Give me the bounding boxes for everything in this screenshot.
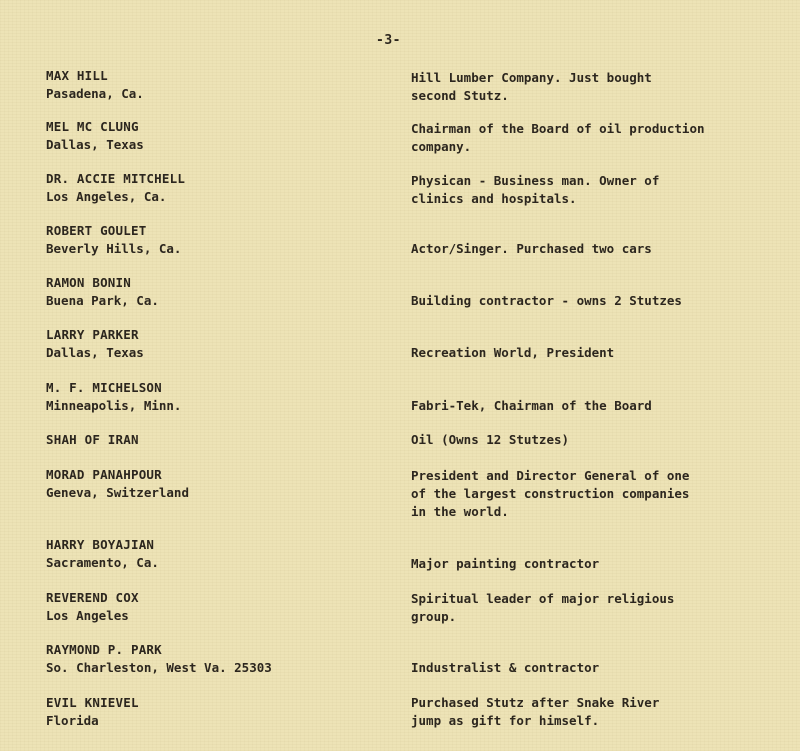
person-block [46,274,386,310]
description-line: Physican - Business man. Owner of [411,173,660,188]
person-name: SHAH OF IRAN [46,432,139,447]
description-block [411,222,783,258]
description-line: Fabri-Tek, Chairman of the Board [411,398,652,413]
person-name: RAMON BONIN [46,275,131,290]
description-block [411,379,783,415]
description-line [411,222,783,240]
description-line: Actor/Singer. Purchased two cars [411,241,652,256]
description-line: Hill Lumber Company. Just bought [411,70,652,85]
description-line: Purchased Stutz after Snake River [411,695,660,710]
person-location: So. Charleston, West Va. 25303 [46,660,272,675]
description-line: Industralist & contractor [411,660,600,675]
description-block [411,694,783,730]
person-name: MORAD PANAHPOUR [46,467,162,482]
description-block [411,69,783,105]
person-location: Geneva, Switzerland [46,485,189,500]
description-line: Chairman of the Board of oil production [411,121,705,136]
person-block [46,222,386,258]
person-name: MEL MC CLUNG [46,119,139,134]
description-block [411,641,783,677]
description-line [411,537,783,555]
person-name: LARRY PARKER [46,327,139,342]
description-block [411,590,783,626]
description-line [411,641,783,659]
description-line: in the world. [411,504,509,519]
description-line: second Stutz. [411,88,509,103]
person-block [46,170,386,206]
description-line: Major painting contractor [411,556,600,571]
description-line: President and Director General of one [411,468,690,483]
person-location: Beverly Hills, Ca. [46,241,182,256]
person-name: M. F. MICHELSON [46,380,162,395]
person-block [46,536,386,572]
description-line: Oil (Owns 12 Stutzes) [411,432,570,447]
page-number: -3- [376,33,401,48]
person-block [46,694,386,730]
person-location: Florida [46,713,99,728]
description-line: company. [411,139,472,154]
person-block [46,466,386,502]
description-line: group. [411,609,457,624]
person-location [46,449,386,467]
person-block [46,589,386,625]
person-location: Pasadena, Ca. [46,86,144,101]
person-block [46,67,386,103]
person-block [46,326,386,362]
person-name: DR. ACCIE MITCHELL [46,171,186,186]
description-block [411,120,783,156]
person-location: Minneapolis, Minn. [46,398,182,413]
description-block [411,431,783,467]
person-block [46,641,386,677]
person-location: Buena Park, Ca. [46,293,159,308]
person-block [46,379,386,415]
description-block [411,274,783,310]
description-line: Building contractor - owns 2 Stutzes [411,293,682,308]
person-location: Los Angeles, Ca. [46,189,167,204]
person-name: ROBERT GOULET [46,223,147,238]
person-location: Los Angeles [46,608,129,623]
description-block [411,467,783,521]
description-line: jump as gift for himself. [411,713,600,728]
description-line: of the largest construction companies [411,486,690,501]
description-block [411,326,783,362]
description-line: clinics and hospitals. [411,191,577,206]
description-line [411,449,783,467]
person-name: HARRY BOYAJIAN [46,537,155,552]
description-block [411,172,783,208]
person-location: Sacramento, Ca. [46,555,159,570]
description-line [411,326,783,344]
description-block [411,537,783,573]
person-name: EVIL KNIEVEL [46,695,139,710]
person-name: REVEREND COX [46,590,139,605]
person-location: Dallas, Texas [46,137,144,152]
person-location: Dallas, Texas [46,345,144,360]
person-name: MAX HILL [46,68,108,83]
person-block [46,431,386,467]
person-block [46,118,386,154]
description-line [411,379,783,397]
description-line: Spiritual leader of major religious [411,591,675,606]
person-name: RAYMOND P. PARK [46,642,162,657]
description-line: Recreation World, President [411,345,615,360]
description-line [411,274,783,292]
